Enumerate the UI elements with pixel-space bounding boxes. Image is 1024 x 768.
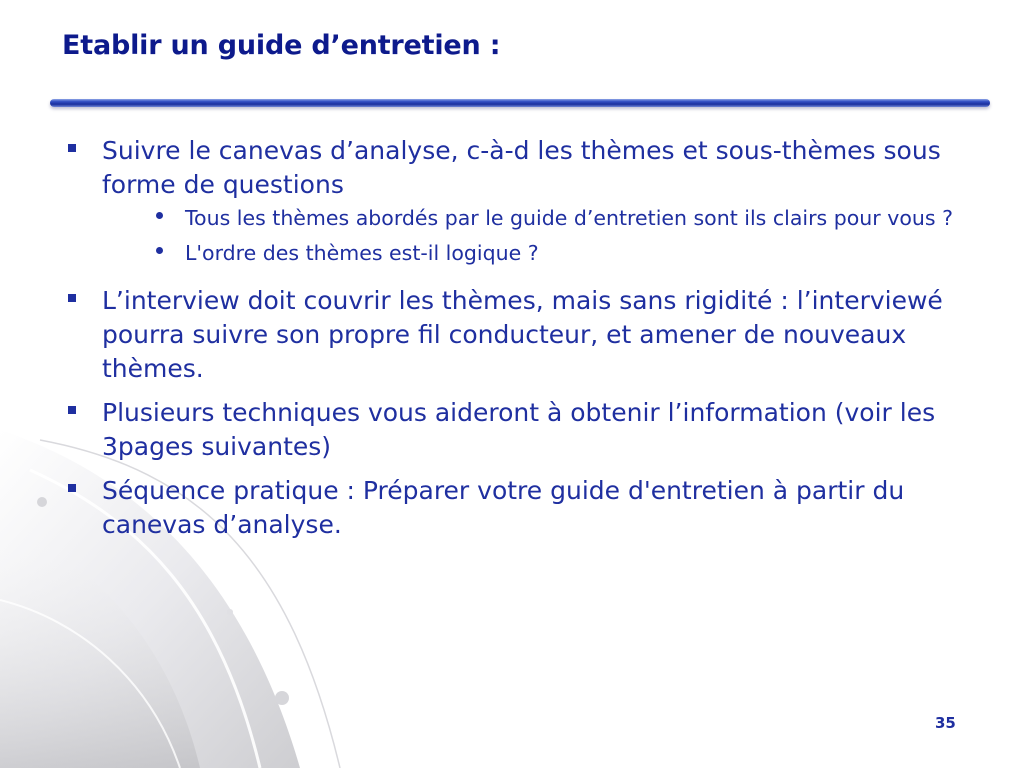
sub-bullet-text: L'ordre des thèmes est-il logique ? xyxy=(185,241,539,265)
bullet-text: L’interview doit couvrir les thèmes, mais sans rigidité : l’interviewé pourra suivre son propre fil conducteur, et amener de nouveaux thèmes. xyxy=(102,286,943,383)
sub-bullet-text: Tous les thèmes abordés par le guide d’entretien sont ils clairs pour vous ? xyxy=(185,206,953,230)
sub-bullet-item xyxy=(154,204,975,233)
square-bullet-icon xyxy=(68,406,76,414)
bullet-text: Suivre le canevas d’analyse, c-à-d les thèmes et sous-thèmes sous forme de questions xyxy=(102,136,941,199)
bullet-list xyxy=(62,134,962,552)
bullet-item xyxy=(62,396,962,464)
square-bullet-icon xyxy=(68,144,76,152)
slide-title: Etablir un guide d’entretien : xyxy=(62,30,501,61)
square-bullet-icon xyxy=(68,294,76,302)
round-bullet-icon xyxy=(156,247,163,254)
bullet-item xyxy=(62,134,962,274)
square-bullet-icon xyxy=(68,484,76,492)
title-underline-rule xyxy=(50,99,990,107)
sub-bullet-list xyxy=(154,204,975,268)
page-number: 35 xyxy=(935,714,956,732)
bullet-item xyxy=(62,284,962,386)
bullet-item xyxy=(62,474,962,542)
sub-bullet-item xyxy=(154,239,975,268)
bullet-text: Séquence pratique : Préparer votre guide d'entretien à partir du canevas d’analyse. xyxy=(102,476,905,539)
round-bullet-icon xyxy=(156,212,163,219)
bullet-text: Plusieurs techniques vous aideront à obtenir l’information (voir les 3pages suivantes) xyxy=(102,398,936,461)
